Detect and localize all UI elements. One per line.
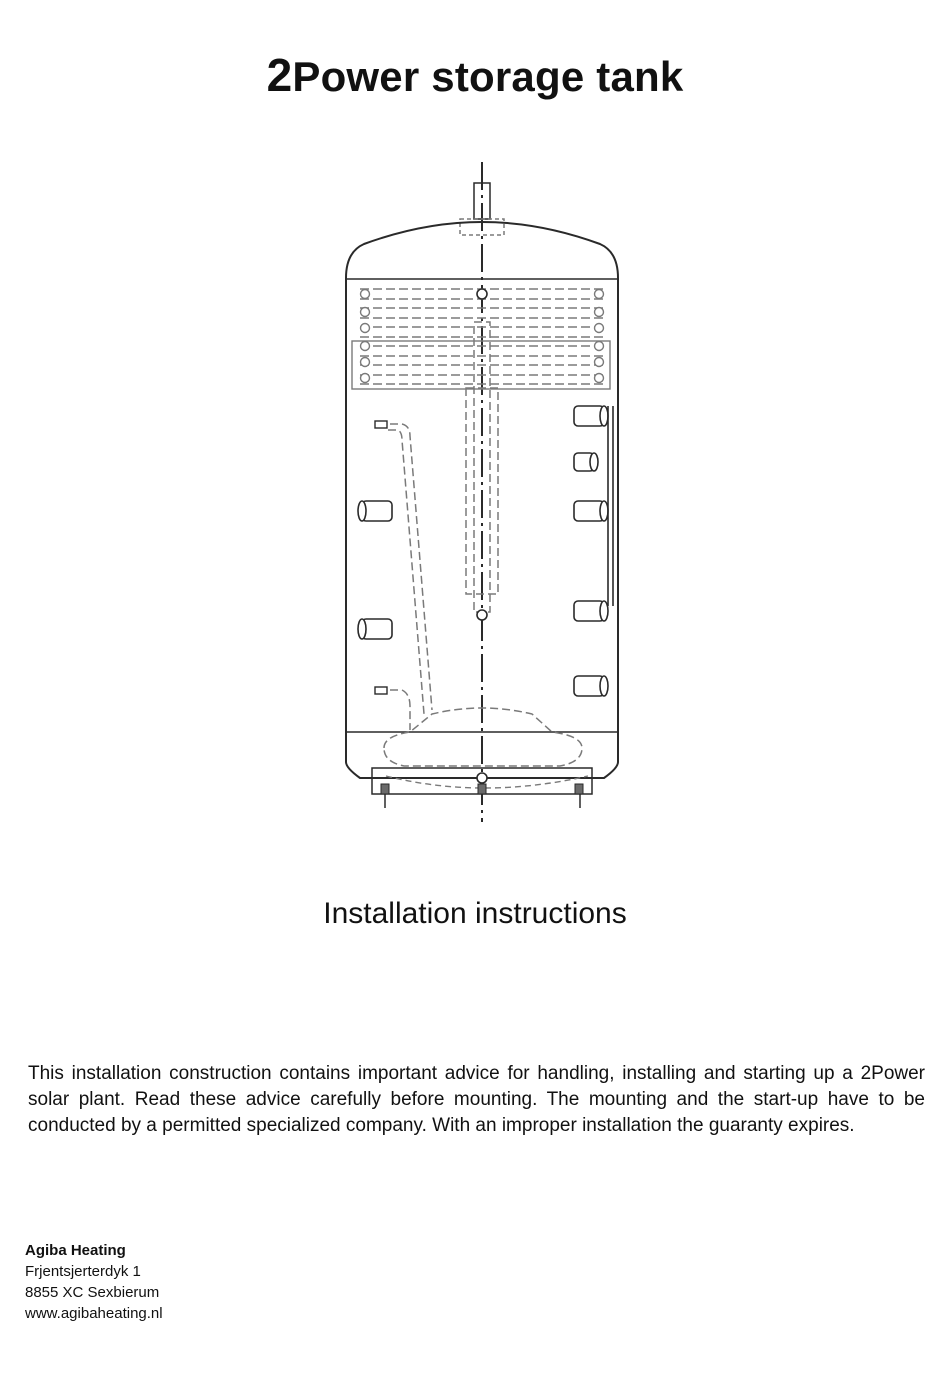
bottom-sensor (477, 773, 487, 783)
top-sensor (477, 289, 487, 299)
company-name: Agiba Heating (25, 1242, 126, 1259)
left-connections (358, 501, 392, 639)
upper-left-nozzle (375, 421, 387, 428)
title-rest: Power storage tank (292, 53, 684, 100)
intro-paragraph: This installation construction contains important advice for handling, installing and starting up a 2Power solar plant. Read these advice carefully before mounting. The mounting and the start-up have to be conducted by a permitted specialized company. With an improper installation the guaranty expires. (28, 1063, 925, 1136)
address-block (25, 1240, 163, 1324)
street-address: Frjentsjerterdyk 1 (25, 1263, 141, 1280)
title-prefix: 2 (266, 49, 293, 101)
right-sensor-rail (608, 406, 613, 606)
mid-sensor (477, 610, 487, 620)
website-link[interactable]: www.agibaheating.nl (25, 1305, 163, 1322)
postal-city: 8855 XC Sexbierum (25, 1284, 160, 1301)
right-connections (574, 406, 608, 696)
section-subtitle: Installation instructions (323, 897, 627, 930)
page-title (0, 48, 950, 102)
lower-left-nozzle (375, 687, 387, 694)
base-bolts (381, 784, 583, 794)
storage-tank-diagram (330, 158, 630, 826)
solar-inlet-tube (378, 424, 432, 730)
